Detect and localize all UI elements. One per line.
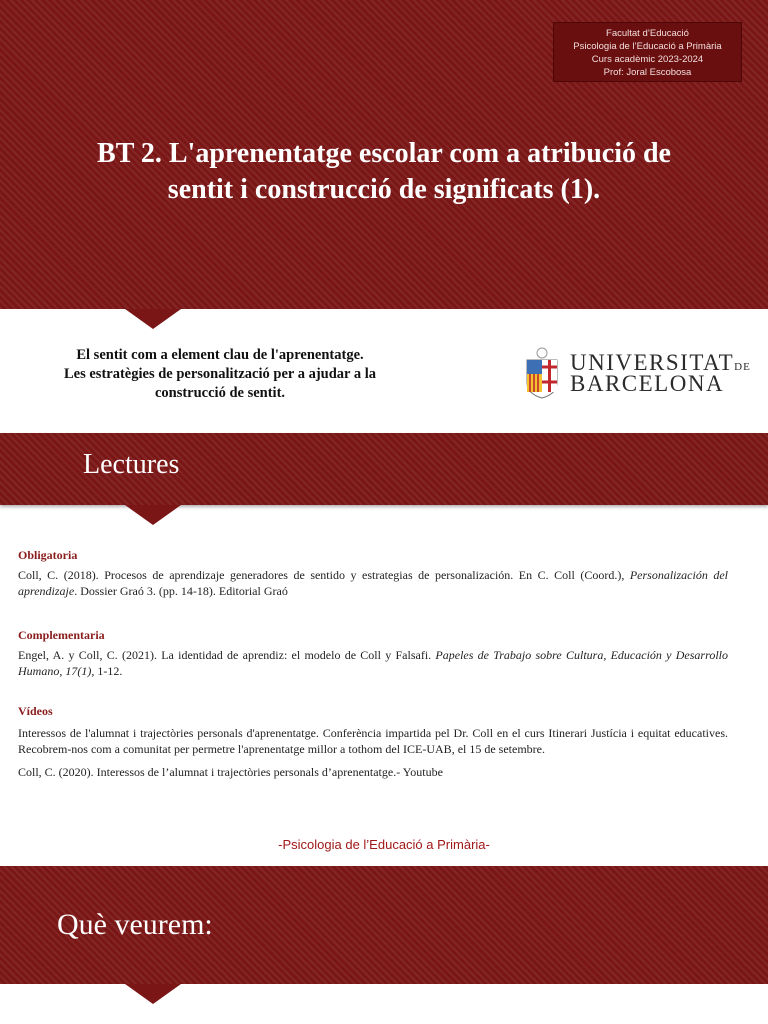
subtitle-line-2: Les estratègies de personalització per a ajudar a la <box>64 366 376 382</box>
bottom-heading: Què veurem: <box>57 908 213 941</box>
logo-text-universitat: UNIVERSITATDE <box>570 350 751 375</box>
subtitle-line-1: El sentit com a element clau de l'aprenentatge. <box>76 347 364 363</box>
academic-year-label: Curs acadèmic 2023-2024 <box>591 54 704 65</box>
footer-subject: -Psicologia de l’Educació a Primària- <box>278 837 490 852</box>
logo-text-barcelona: BARCELONA <box>570 371 725 396</box>
page-title <box>40 136 728 208</box>
faculty-label: Facultat d’Educació <box>606 28 689 39</box>
subject-label: Psicologia de l’Educació a Primària <box>573 41 722 52</box>
bottom-band-notch <box>125 984 181 1004</box>
lectures-band-notch <box>125 505 181 525</box>
title-line-2: sentit i construcció de significats (1). <box>167 174 601 205</box>
professor-label: Prof: Joral Escobosa <box>603 67 692 78</box>
complementaria-heading: Complementaria <box>18 628 105 642</box>
obligatoria-reference: Coll, C. (2018). Procesos de aprendizaje generadores de sentido y estrategias de personalización. En C. Coll (Coord.), Personalización del aprendizaje. Dossier Graó 3. (pp. 14-18). Editorial Graó <box>18 568 728 598</box>
header-band-notch <box>125 309 181 329</box>
obligatoria-heading: Obligatoria <box>18 548 78 562</box>
complementaria-reference: Engel, A. y Coll, C. (2021). La identidad de aprendiz: el modelo de Coll y Falsafi. Papeles de Trabajo sobre Cultura, Educación y Desarrollo Humano, 17(1), 1-12. <box>18 648 728 678</box>
video-reference-1: Interessos de l'alumnat i trajectòries personals d'aprenentatge. Conferència impartida pel Dr. Coll en el curs Itinerari Justícia i equitat educatives. Recobrem-nos com a comunitat per permetre l'aprenentatge millor a tothom del ICE-UAB, el 15 de setembre. <box>18 726 728 756</box>
title-line-1: BT 2. L'aprenentatge escolar com a atribució de <box>97 138 671 169</box>
subtitle-line-3: construcció de sentit. <box>154 385 286 401</box>
video-reference-2: Coll, C. (2020). Interessos de l’alumnat i trajectòries personals d’aprenentatge.- Youtube <box>18 765 443 779</box>
videos-heading: Vídeos <box>18 704 53 718</box>
course-info-box <box>553 22 742 82</box>
university-logo <box>524 346 751 400</box>
subtitle <box>20 346 420 403</box>
logo-text-de: DE <box>734 361 751 373</box>
lectures-heading: Lectures <box>83 449 180 480</box>
university-shield-icon <box>524 346 560 400</box>
